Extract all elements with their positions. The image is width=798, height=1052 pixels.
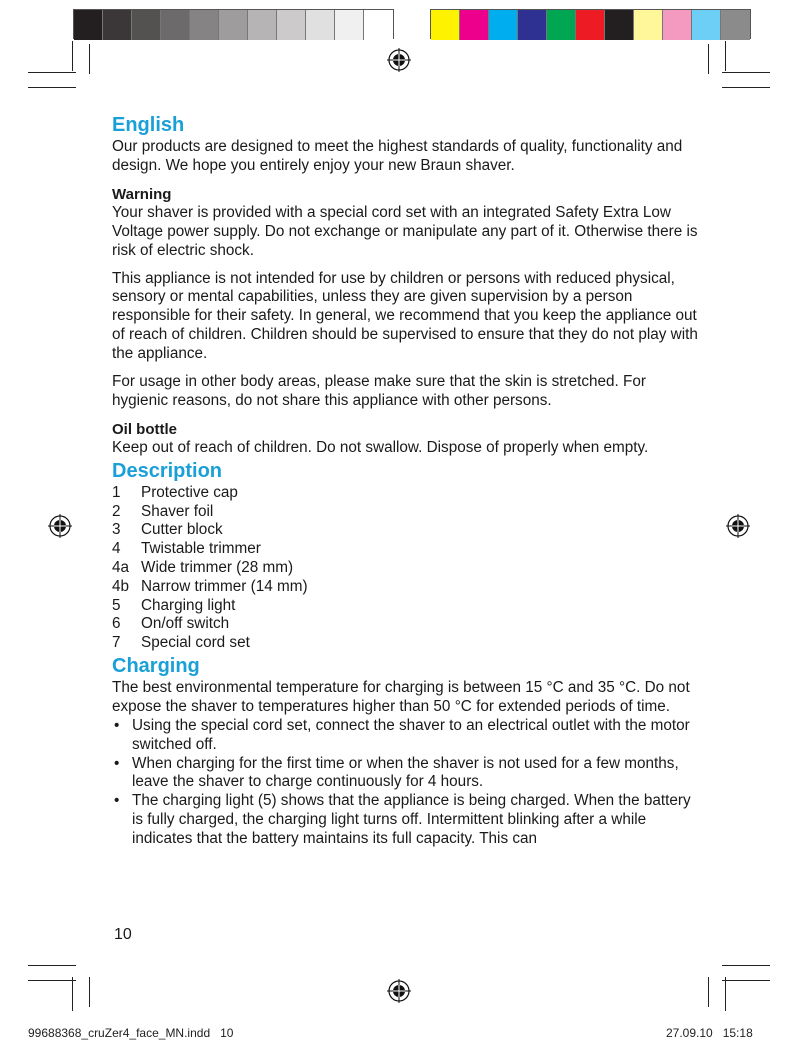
list-item (112, 792, 702, 849)
crop-mark (28, 87, 76, 88)
bullet-icon: • (114, 716, 120, 734)
gray-swatch (219, 10, 248, 40)
warning-title: Warning (112, 185, 172, 203)
list-item (112, 559, 702, 578)
crop-mark (72, 977, 73, 1011)
crop-mark (722, 72, 770, 73)
crop-mark (722, 965, 770, 966)
part-number: 2 (112, 502, 121, 520)
part-number: 3 (112, 521, 121, 539)
part-label: Charging light (141, 596, 236, 614)
part-label: Cutter block (141, 521, 223, 539)
list-item (112, 597, 702, 616)
magenta-swatch (460, 10, 489, 40)
crop-mark (722, 87, 770, 88)
bullet-icon: • (114, 792, 120, 810)
footer-datetime: 27.09.10 15:18 (666, 1026, 753, 1040)
list-item (112, 578, 702, 597)
parts-list (112, 484, 702, 653)
process-color-swatches (430, 9, 751, 39)
red-swatch (576, 10, 605, 40)
part-number: 4 (112, 540, 121, 558)
part-number: 7 (112, 634, 121, 652)
crop-mark (72, 41, 73, 71)
part-label: Shaver foil (141, 502, 214, 520)
gray-swatch (306, 10, 335, 40)
crop-mark (28, 980, 76, 981)
list-item (112, 484, 702, 503)
green-swatch (547, 10, 576, 40)
grayscale-swatches (73, 9, 394, 39)
bullet-text: When charging for the first time or when the shaver is not used for a few months, leave the shaver to charge continuously for 4 hours. (132, 754, 679, 791)
intro-paragraph: Our products are designed to meet the highest standards of quality, functionality and design. We hope you entirely enjoy your new Braun shaver. (112, 138, 683, 174)
crop-mark (89, 977, 90, 1007)
crop-mark (722, 980, 770, 981)
yellow-swatch (431, 10, 460, 40)
blue-swatch (518, 10, 547, 40)
crop-mark (708, 44, 709, 74)
usage-paragraph: For usage in other body areas, please make sure that the skin is stretched. For hygienic reasons, do not share this appliance with other persons. (112, 373, 646, 409)
part-label: Wide trimmer (28 mm) (141, 558, 294, 576)
part-label: Narrow trimmer (14 mm) (141, 577, 308, 595)
oil-bottle-text: Keep out of reach of children. Do not swallow. Dispose of properly when empty. (112, 438, 649, 456)
list-item (112, 717, 702, 755)
bullet-icon: • (114, 754, 120, 772)
list-item (112, 521, 702, 540)
footer-file-name: 99688368_cruZer4_face_MN.indd 10 (28, 1026, 234, 1040)
description-heading: Description (112, 459, 223, 482)
part-number: 4a (112, 558, 130, 576)
crop-mark (28, 965, 76, 966)
part-label: Twistable trimmer (141, 540, 261, 558)
gray-swatch (721, 10, 750, 40)
gray-swatch (335, 10, 364, 40)
gray-swatch (190, 10, 219, 40)
list-item (112, 540, 702, 559)
part-number: 5 (112, 596, 121, 614)
crop-mark (89, 44, 90, 74)
manual-content (112, 112, 702, 849)
gray-swatch (161, 10, 190, 40)
registration-mark-icon (387, 48, 411, 72)
registration-mark-icon (726, 514, 750, 538)
language-heading: English (112, 114, 185, 136)
crop-mark (725, 977, 726, 1011)
charging-heading: Charging (112, 654, 200, 677)
list-item (112, 634, 702, 653)
gray-swatch (364, 10, 393, 40)
gray-swatch (277, 10, 306, 40)
part-number: 1 (112, 483, 121, 501)
gray-swatch (103, 10, 132, 40)
light-yellow-swatch (634, 10, 663, 40)
crop-mark (28, 72, 76, 73)
page-number: 10 (114, 926, 132, 943)
part-number: 4b (112, 577, 130, 595)
warning-text: Your shaver is provided with a special cord set with an integrated Safety Extra Low Voltage power supply. Do not exchange or manipulate any part of it. Otherwise there is risk of electric shock. (112, 203, 698, 259)
part-label: Protective cap (141, 483, 238, 501)
oil-bottle-title: Oil bottle (112, 420, 177, 438)
bullet-text: The charging light (5) shows that the appliance is being charged. When the battery is fully charged, the charging light turns off. Intermittent blinking after a while indicates that the battery maintains its full capacity. This can (132, 792, 691, 848)
crop-mark (708, 977, 709, 1007)
color-calibration-bar (73, 9, 751, 39)
cyan-swatch (489, 10, 518, 40)
crop-mark (725, 41, 726, 71)
black-swatch (605, 10, 634, 40)
part-label: Special cord set (141, 634, 250, 652)
registration-mark-icon (387, 979, 411, 1003)
list-item (112, 615, 702, 634)
pink-swatch (663, 10, 692, 40)
list-item (112, 503, 702, 522)
light-cyan-swatch (692, 10, 721, 40)
registration-mark-icon (48, 514, 72, 538)
gray-swatch (248, 10, 277, 40)
part-label: On/off switch (141, 615, 230, 633)
children-paragraph: This appliance is not intended for use by children or persons with reduced physical, sensory or mental capabilities, unless they are given supervision by a person responsible for their safety. In general, we recommend that you keep the appliance out of reach of children. Children should be supervised to ensure that they do not play with the appliance. (112, 269, 698, 363)
bullet-text: Using the special cord set, connect the shaver to an electrical outlet with the motor switched off. (132, 716, 690, 753)
part-number: 6 (112, 615, 121, 633)
charging-bullets (112, 717, 702, 849)
list-item (112, 755, 702, 793)
charging-intro: The best environmental temperature for charging is between 15 °C and 35 °C. Do not expose the shaver to temperatures higher than 50 °C for extended periods of time. (112, 678, 690, 715)
gray-swatch (132, 10, 161, 40)
gray-swatch (74, 10, 103, 40)
